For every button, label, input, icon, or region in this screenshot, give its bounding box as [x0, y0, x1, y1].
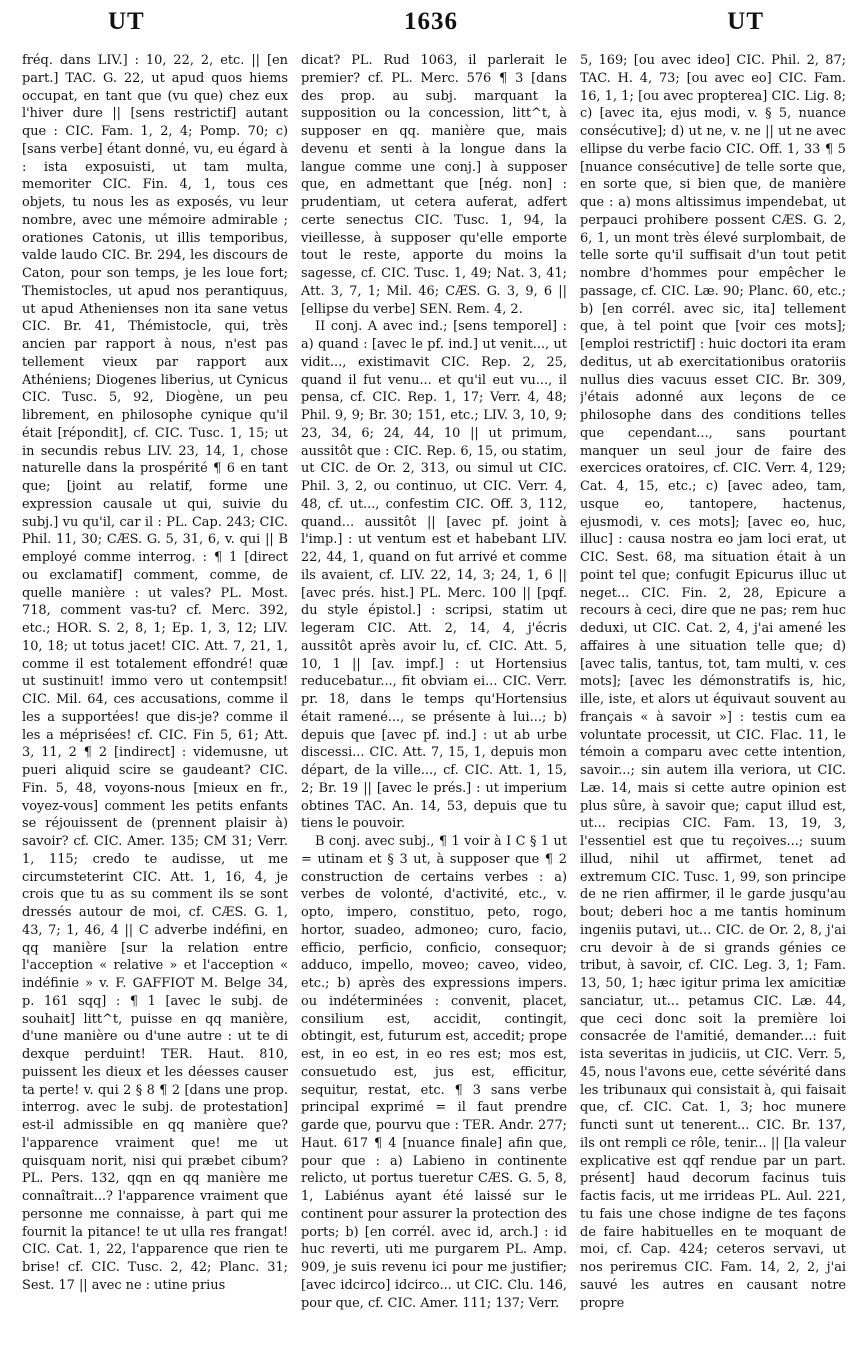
- column-2-paragraph-3: B conj. avec subj., ¶ 1 voir à I C § 1 ut = utinam et § 3 ut, à supposer que ¶ 2 construction de certains verbes : a) verbes de volonté, d'activité, etc., v. opto, impero, constituo, peto, rogo, hortor, suadeo, admoneo; curo, facio, efficio, perficio, conficio, consequor; adduco, impello, moveo; caveo, video, etc.; b) après des expressions impers. ou indéterminées : convenit, placet, consilium est, accidit, contingit, obtingit, est, futurum est, accedit; prope est, in eo est, in eo res est; mos est, consuetudo est, jus est, efficitur, sequitur, restat, etc. ¶ 3 sans verbe principal exprimé = il faut prendre garde que, pourvu que : TER. Andr. 277; Haut. 617 ¶ 4 [nuance finale] afin que, pour que : a) Labieno in continente relicto, ut portus tueretur CÆS. G. 5, 8, 1, Labiénus ayant été laissé sur le continent pour assurer la protection des ports; b) [en corrél. avec id, arch.] : id huc reverti, uti me purgarem PL. Amp. 909, je suis revenu ici pour me justifier; [avec idcirco] idcirco... ut CIC. Clu. 146, pour que, cf. CIC. Amer. 111; 137; Verr.: [301, 834, 567, 1311]
- page-number: 1636: [404, 8, 458, 35]
- column-1: [22, 52, 288, 1340]
- column-1-paragraph-1: fréq. dans LIV.] : 10, 22, 2, etc. || [en part.] TAC. G. 22, ut apud quos hiems occupat, en tant que (vu que) chez eux l'hiver dure || [sens restrictif] autant que : CIC. Fam. 1, 2, 4; Pomp. 70; c) [sans verbe] étant donné, vu, eu égard à : ista exposuisti, ut tam multa, memoriter CIC. Fin. 4, 1, tous ces objets, tu nous les as exposés, vu leur nombre, avec une mémoire admirable ; orationes Catonis, ut illis temporibus, valde laudo CIC. Br. 294, les discours de Caton, pour son temps, je les loue fort; Themistocles, ut apud nos perantiquus, ut apud Athenienses non ita sane vetus CIC. Br. 41, Thémistocle, qui, très ancien par rapport à nous, n'est pas tellement vieux par rapport aux Athéniens; Diogenes liberius, ut Cynicus CIC. Tusc. 5, 92, Diogène, un peu librement, en philosophe cynique qu'il était [répondit], cf. CIC. Tusc. 1, 15; ut in secundis rebus LIV. 23, 14, 1, chose naturelle dans la prospérité ¶ 6 en tant que; [joint au relatif, forme une expression causale ut qui, suivie du subj.] vu qu'il, car il : PL. Cap. 243; CIC. Phil. 11, 30; CÆS. G. 5, 31, 6, v. qui || B employé comme interrog. : ¶ 1 [direct ou exclamatif] comment, comme, de quelle manière : ut vales? PL. Most. 718, comment vas-tu? cf. Merc. 392, etc.; HOR. S. 2, 8, 1; Ep. 1, 3, 12; LIV. 10, 18; ut totus jacet! CIC. Att. 7, 21, 1, comme il est totalement effondré! quæ ut sustinuit! immo vero ut contempsit! CIC. Mil. 64, ces accusations, comme il les a supportées! que dis-je? comme il les a méprisées! cf. CIC. Fin 5, 61; Att. 3, 11, 2 ¶ 2 [indirect] : videmusne, ut pueri aliquid scire se gaudeant? CIC. Fin. 5, 48, voyons-nous [mieux en fr., voyez-vous] comment les petits enfants se réjouissent de (prennent plaisir à) savoir? cf. CIC. Amer. 135; CM 31; Verr. 1, 115; credo te audisse, ut me circumsteterint CIC. Att. 1, 16, 4, je crois que tu as su comment ils se sont dressés autour de moi, cf. CÆS. G. 1, 43, 7; 1, 46, 4 || C adverbe indéfini, en qq manière [sur la relation entre l'acception « relative » et l'acception « indéfinie » v. F. GAFFIOT M. Belge 34, p. 161 sqq] : ¶ 1 [avec le subj. de souhait] litt^t, puisse en qq manière, d'une manière ou d'une autre : ut te di dexque perduint! TER. Haut. 810, puissent les dieux et les déesses causer ta perte! v. qui 2 § 8 ¶ 2 [dans une prop. interrog. avec le subj. de protestation] est-il admissible en qq manière que? l'apparence vraiment que! me ut quisquam norit, nisi qui præbet cibum? PL. Pers. 132, qqn en qq manière me connaîtrait...? l'apparence vraiment que personne me connaisse, à part qui me fournit la pitance! te ut ulla res frangat! CIC. Cat. 1, 22, l'apparence que rien te brise! cf. CIC. Tusc. 2, 42; Planc. 31; Sest. 17 || avec ne : utine prius: [22, 53, 288, 1293]
- page-header: [18, 8, 844, 48]
- text-columns: [22, 52, 846, 1340]
- running-head-left: UT: [108, 8, 145, 35]
- column-2: [301, 52, 567, 1340]
- column-3: [580, 52, 846, 1340]
- column-2-paragraph-2: II conj. A avec ind.; [sens temporel] : a) quand : [avec le pf. ind.] ut venit..., ut vidit..., existimavit CIC. Rep. 2, 25, quand il fut venu... et qu'il eut vu..., il pensa, cf. CIC. Rep. 1, 17; Verr. 4, 48; Phil. 9, 9; Br. 30; 151, etc.; LIV. 3, 10, 9; 23, 34, 6; 24, 44, 10 || ut primum, aussitôt que : CIC. Rep. 6, 15, ou statim, ut CIC. de Or. 2, 313, ou simul ut CIC. Phil. 3, 2, ou continuo, ut CIC. Verr. 4, 48, cf. ut..., confestim CIC. Off. 3, 112, quand... aussitôt || [avec pf. joint à l'imp.] : ut ventum est et habebant LIV. 22, 44, 1, quand on fut arrivé et comme ils avaient, cf. LIV. 22, 14, 3; 24, 1, 6 || [avec prés. hist.] PL. Merc. 100 || [pqf. du style épistol.] : scripsi, statim ut legeram CIC. Att. 2, 14, 4, j'écris aussitôt après avoir lu, cf. CIC. Att. 5, 10, 1 || [av. impf.] : ut Hortensius reducebatur..., fit obviam ei... CIC. Verr. pr. 18, dans le temps qu'Hortensius était ramené..., se présente à lui...; b) depuis que [avec pf. ind.] : ut ab urbe discessi... CIC. Att. 7, 15, 1, depuis mon départ, de la ville..., cf. CIC. Att. 1, 15, 2; Br. 19 || [avec le prés.] : ut imperium obtines TAC. An. 14, 53, depuis que tu tiens le pouvoir.: [301, 319, 567, 832]
- running-head-right: UT: [727, 8, 764, 35]
- column-3-paragraph-1: 5, 169; [ou avec ideo] CIC. Phil. 2, 87; TAC. H. 4, 73; [ou avec eo] CIC. Fam. 16, 1, 1; [ou avec propterea] CIC. Lig. 8; c) [avec ita, ejus modi, v. § 5, nuance consécutive]; d) ut ne, v. ne || ut ne avec ellipse du verbe facio CIC. Off. 1, 33 ¶ 5 [nuance consécutive] de telle sorte que, en sorte que, si bien que, de manière que : a) mons altissimus impendebat, ut perpauci prohibere possent CÆS. G. 2, 6, 1, un mont très élevé surplombait, de telle sorte qu'il suffisait d'un tout petit nombre d'hommes pour empêcher le passage, cf. CIC. Læ. 90; Planc. 60, etc.; b) [en corrél. avec sic, ita] tellement que, à tel point que [voir ces mots]; [emploi restrictif] : huic doctori ita eram deditus, ut ab exercitationibus oratoriis nullus dies vacuus esset CIC. Br. 309, j'étais adonné aux leçons de ce philosophe dans des conditions telles que cependant..., sans pourtant manquer un seul jour de faire des exercices oratoires, cf. CIC. Verr. 4, 129; Cat. 4, 15, etc.; c) [avec adeo, tam, usque eo, tantopere, hactenus, ejusmodi, v. ces mots]; [avec eo, huc, illuc] : causa nostra eo jam loci erat, ut CIC. Sest. 68, ma situation était à un point tel que; confugit Epicurus illuc ut neget... CIC. Fin. 2, 28, Epicure a recours à ceci, dire que ne pas; rem huc deduxi, ut CIC. Cat. 2, 4, j'ai amené les affaires à une situation telle que; d) [avec talis, tantus, tot, tam multi, v. ces mots]; [avec les démonstratifs is, hic, ille, iste, et alors ut équivaut souvent au français « à savoir »] : testis cum ea voluntate processit, ut CIC. Flac. 11, le témoin a comparu avec cette intention, savoir...; sin autem illa veriora, ut CIC. Læ. 14, mais si cette autre opinion est plus sûre, à savoir que; caput illud est, ut... recipias CIC. Fam. 13, 19, 3, l'essentiel est que tu reçoives...; suum illud, nihil ut affirmet, tenet ad extremum CIC. Tusc. 1, 99, son principe de ne rien affirmer, il le garde jusqu'au bout; deberi hoc a me tantis hominum ingeniis putavi, ut... CIC. de Or. 2, 8, j'ai cru devoir à de si grands génies ce tribut, à savoir, cf. CIC. Leg. 3, 1; Fam. 13, 50, 1; hæc igitur prima lex amicitiæ sanciatur, ut... petamus CIC. Læ. 44, que ceci donc soit la première loi consacrée de l'amitié, demander...: fuit ista severitas in judiciis, ut CIC. Verr. 5, 45, nous l'avons eue, cette sévérité dans les tribunaux qui consistait à, qui faisait que, cf. CIC. Cat. 1, 3; hoc munere functi sunt ut tenerent... CIC. Br. 137, ils ont rempli ce rôle, tenir... || [la valeur explicative est qqf rendue par un part. présent] haud decorum facinus tuis factis facis, ut me irrideas PL. Aul. 221, tu fais une chose indigne de tes façons de faire habituelles en te moquant de moi, cf. Cap. 424; ceteros servavi, ut nos periremus CIC. Fam. 14, 2, 2, j'ai sauvé les autres en causant notre propre: [580, 53, 846, 1311]
- column-2-paragraph-1: dicat? PL. Rud 1063, il parlerait le premier? cf. PL. Merc. 576 ¶ 3 [dans des prop. au subj. marquant la supposition ou la concession, litt^t, à supposer en qq. manière que, mais devenu et senti à la longue dans la langue comme une conj.] à supposer que, en admettant que [nég. non] : prudentiam, ut cetera auferat, adfert certe senectus CIC. Tusc. 1, 94, la vieillesse, à supposer qu'elle emporte tout le reste, apporte du moins la sagesse, cf. CIC. Tusc. 1, 49; Nat. 3, 41; Att. 3, 7, 1; Mil. 46; CÆS. G. 3, 9, 6 || [ellipse du verbe] SEN. Rem. 4, 2.: [301, 53, 567, 317]
